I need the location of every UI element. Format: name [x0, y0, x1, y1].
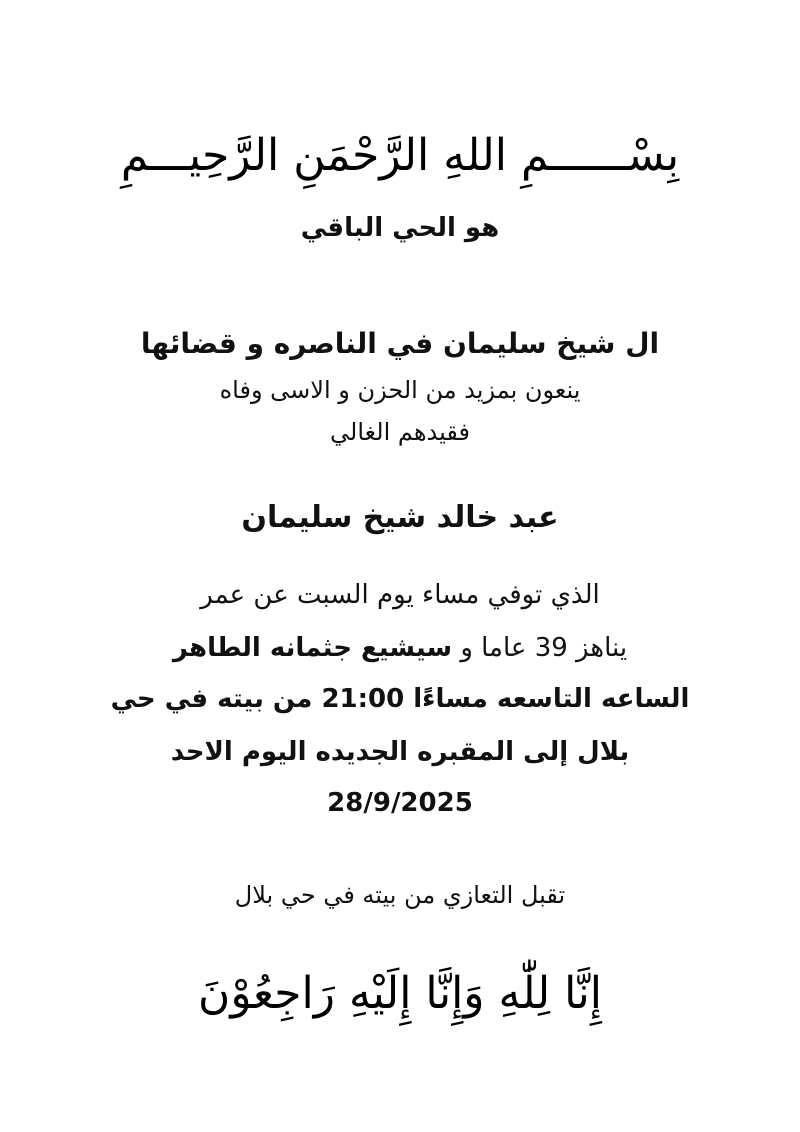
opening-phrase: هو الحي الباقي	[300, 213, 500, 243]
deceased-name: عبد خالد شيخ سليمان	[241, 500, 559, 535]
announcement-line-2: فقيدهم الغالي	[330, 418, 470, 446]
funeral-start-text: سيشيع جثمانه الطاهر	[172, 633, 453, 663]
condolences-line: تقبل التعازي من بيته في حي بلال	[234, 881, 566, 909]
death-details-line: الذي توفي مساء يوم السبت عن عمر	[200, 580, 600, 610]
announcement-line-1: ينعون بمزيد من الحزن و الاسى وفاه	[219, 376, 581, 404]
funeral-date: 28/9/2025	[327, 788, 473, 818]
funeral-place-line: بلال إلى المقبره الجديده اليوم الاحد	[170, 737, 630, 767]
closing-verse-calligraphy: إِنَّا لِلّٰهِ وَإِنَّا إِلَيْهِ رَاجِعُوْنَ	[198, 968, 602, 1019]
family-name: ال شيخ سليمان في الناصره و قضائها	[140, 327, 660, 360]
basmala-calligraphy: بِسْــــــمِ اللهِ الرَّحْمَنِ الرَّحِيـــمِ	[120, 130, 680, 181]
funeral-time-line: الساعه التاسعه مساءًا 21:00 من بيته في حي	[110, 684, 690, 714]
age-and-funeral-line	[0, 628, 800, 668]
age-text: يناهز 39 عاما و	[460, 633, 628, 663]
